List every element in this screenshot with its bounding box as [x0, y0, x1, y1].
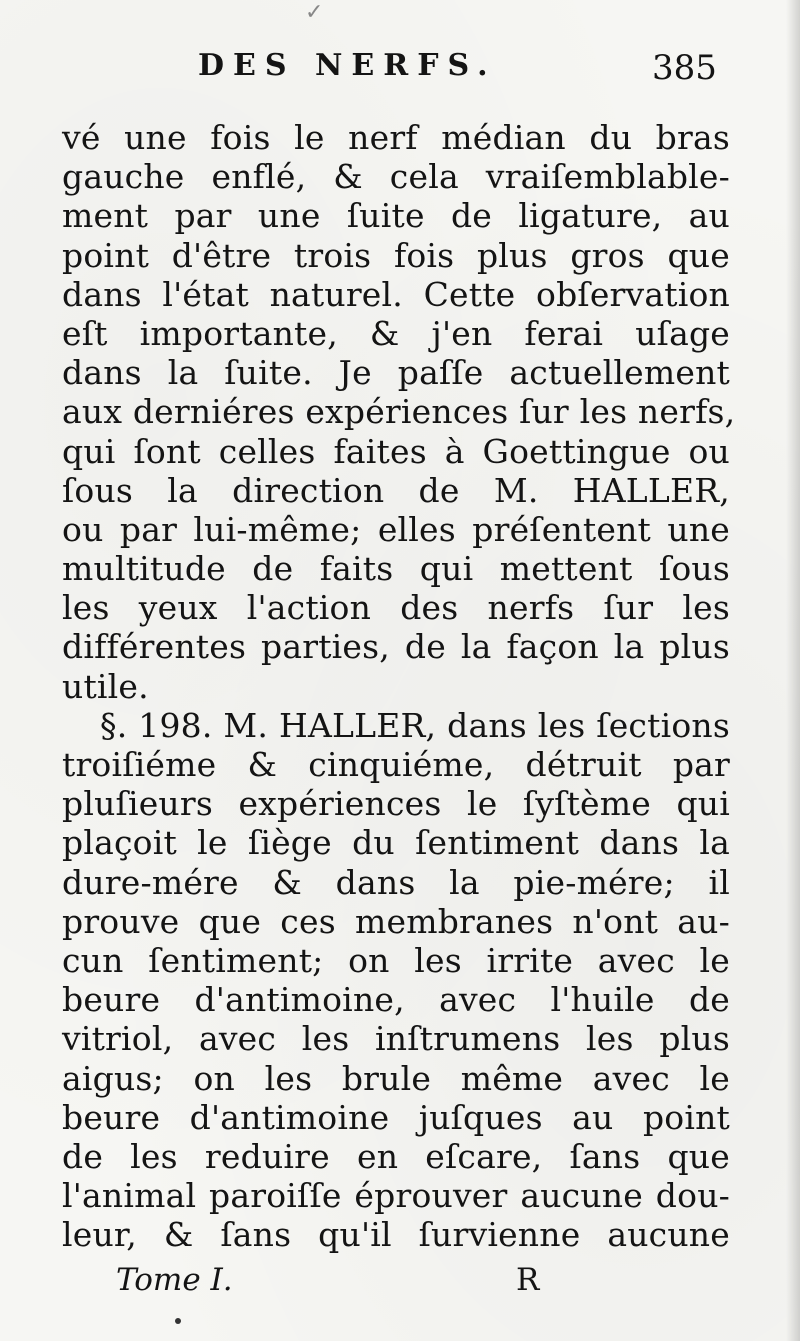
text-line: prouve que ces membranes n'ont au-	[62, 901, 730, 941]
text-line: aux derniéres expériences ſur les nerfs,	[62, 392, 736, 432]
text-line: dans la ſuite. Je paſſe actuellement	[62, 353, 730, 393]
running-title: DES NERFS.	[198, 48, 497, 83]
text-line: qui ſont celles faites à Goettingue ou	[62, 431, 730, 471]
text-line: troiſiéme & cinquiéme, détruit par	[62, 745, 730, 784]
text-line: dure-mére & dans la pie-mére; il	[62, 862, 730, 902]
text-line: leur, & ſans qu'il ſurvienne aucune	[62, 1215, 730, 1255]
text-line: l'animal paroiſſe éprouver aucune dou-	[62, 1176, 730, 1216]
text-line: les yeux l'action des nerfs ſur les	[62, 588, 730, 628]
ink-mark: ✓	[305, 0, 324, 25]
paragraph-end-line: utile.	[62, 666, 149, 706]
signature-mark: R	[516, 1262, 540, 1298]
body-text	[62, 118, 736, 1255]
text-line: vitriol, avec les inſtrumens les plus	[62, 1019, 730, 1059]
text-line: dans l'état naturel. Cette obſervation	[62, 274, 730, 314]
ink-dot	[175, 1318, 181, 1324]
text-line: beure d'antimoine, avec l'huile de	[62, 980, 730, 1020]
text-line: cun ſentiment; on les irrite avec le	[62, 940, 730, 980]
page-edge-shadow	[786, 0, 800, 1341]
volume-label: Tome I.	[116, 1262, 233, 1298]
text-line: point d'être trois fois plus gros que	[62, 235, 730, 275]
text-line: aigus; on les brule même avec le	[62, 1058, 730, 1098]
text-line: ou par lui-même; elles préſentent une	[62, 509, 730, 549]
text-line: ment par une ſuite de ligature, au	[62, 196, 730, 236]
text-line: multitude de faits qui mettent ſous	[62, 549, 730, 589]
page-footer	[0, 1262, 800, 1312]
text-line: ſous la direction de M. HALLER,	[62, 470, 730, 510]
text-line: gauche enflé, & cela vraiſemblable-	[62, 157, 730, 197]
page-number: 385	[652, 48, 717, 88]
text-line: différentes parties, de la façon la plus	[62, 627, 730, 667]
text-line: vé une fois le nerf médian du bras	[62, 118, 730, 157]
text-line: plaçoit le ſiège du ſentiment dans la	[62, 823, 730, 863]
text-line: de les reduire en eſcare, ſans que	[62, 1136, 730, 1176]
text-line: eſt importante, & j'en ferai uſage	[62, 313, 730, 353]
text-line: beure d'antimoine juſques au point	[62, 1097, 730, 1137]
text-line: pluſieurs expériences le ſyſtème qui	[62, 784, 730, 824]
section-start-line: §. 198. M. HALLER, dans les ſections	[100, 705, 730, 745]
